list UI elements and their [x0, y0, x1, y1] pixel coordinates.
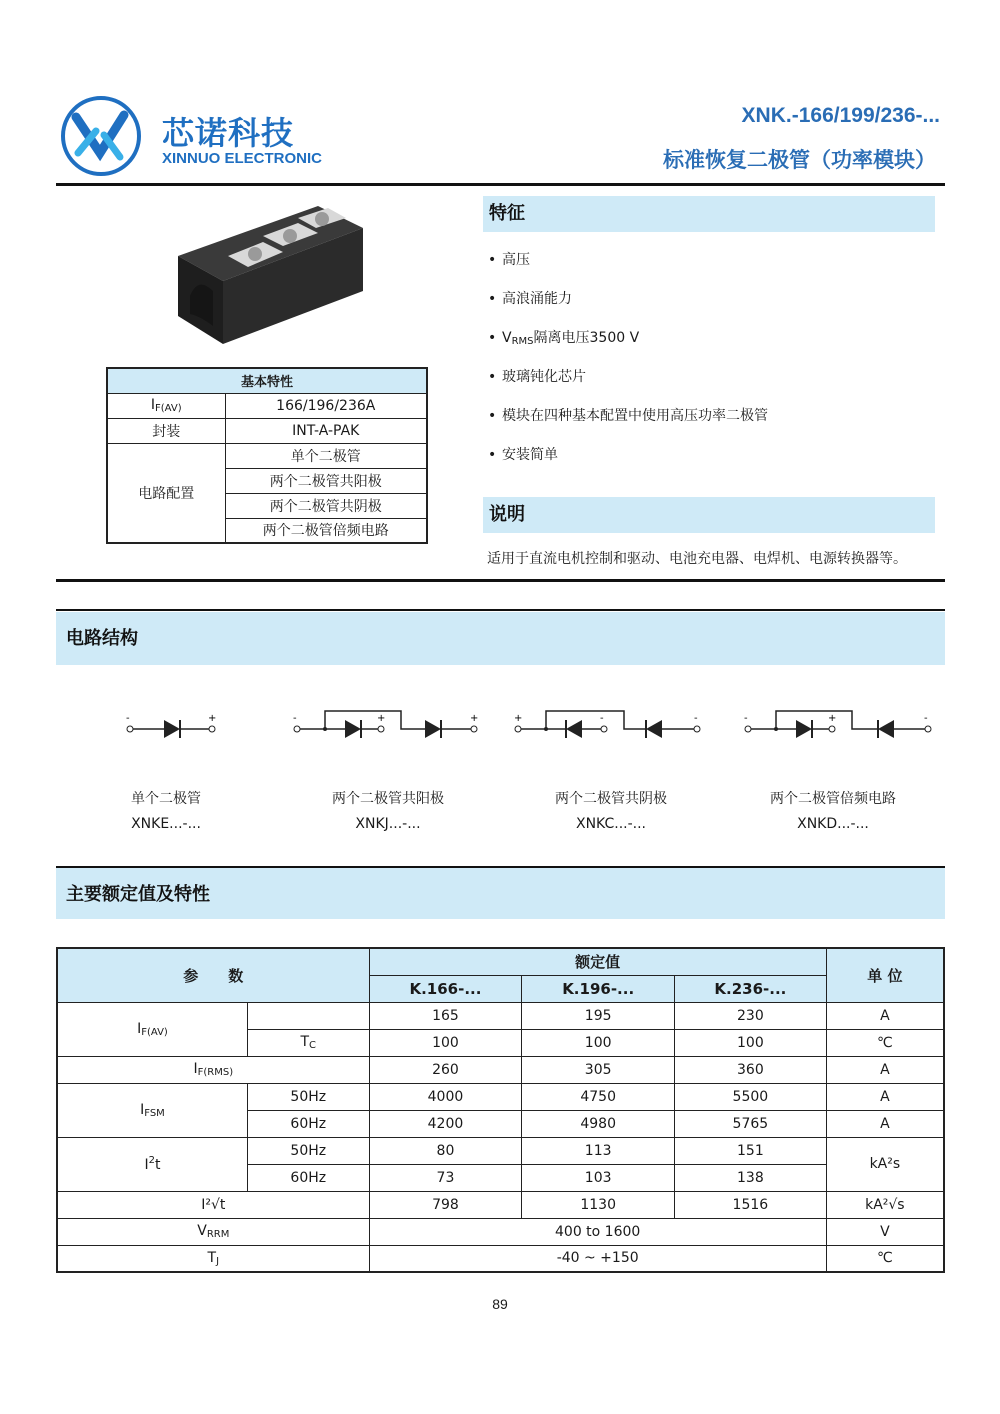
single-diode-diagram — [110, 705, 230, 745]
common-anode-diagram — [285, 705, 485, 745]
model-header: K.236-... — [675, 975, 827, 1002]
list-item: • 高压 — [488, 252, 530, 268]
ratings-heading: 主要额定值及特性 — [56, 866, 945, 919]
list-item: • 安装简单 — [488, 447, 558, 463]
company-logo — [60, 95, 142, 177]
table-row: $I_{FSM}$ 50Hz 4000 4750 5500 A — [57, 1083, 944, 1110]
model-header: K.166-... — [369, 975, 522, 1002]
config-value: 两个二极管倍频电路 — [225, 518, 427, 543]
svg-text:+: + — [470, 713, 479, 724]
circuit-code: XNKD...-... — [797, 816, 869, 832]
table-row: $T_C$ 100 100 100 ℃ — [57, 1029, 944, 1056]
circuit-name: 两个二极管共阴极 — [555, 791, 667, 807]
param-symbol: $I^2t$ — [57, 1137, 247, 1191]
param-header: 参 数 — [57, 948, 369, 1002]
table-row: I²√t 798 1130 1516 kA²√s — [57, 1191, 944, 1218]
features-list — [488, 250, 768, 484]
divider — [56, 183, 945, 186]
svg-text:+: + — [828, 713, 837, 724]
config-value: 单个二极管 — [225, 443, 427, 468]
svg-text:-: - — [694, 713, 698, 724]
list-item: • $V_{RMS}$隔离电压3500 V — [488, 330, 640, 347]
param-symbol: $I_{F(AV)}$ — [57, 1002, 247, 1056]
circuit-name: 两个二极管倍频电路 — [770, 791, 896, 807]
description-heading: 说明 — [483, 497, 935, 533]
table-row: $I_{F(AV)}$ 165 195 230 A — [57, 1002, 944, 1029]
if-value: 166/196/236A — [225, 393, 427, 418]
description-text: 适用于直流电机控制和驱动、电池充电器、电焊机、电源转换器等。 — [487, 551, 907, 567]
rated-header: 额定值 — [369, 948, 826, 975]
table-row: $T_J$ -40 ~ +150 ℃ — [57, 1245, 944, 1272]
svg-text:+: + — [514, 713, 523, 724]
if-label: $I_{F(AV)}$ — [107, 393, 225, 418]
common-cathode-diagram — [508, 705, 708, 745]
svg-text:-: - — [293, 713, 297, 724]
basic-table-title: 基本特性 — [107, 368, 427, 393]
product-subtitle: 标准恢复二极管（功率模块） — [663, 148, 936, 172]
param-condition: $T_C$ — [247, 1029, 369, 1056]
svg-text:-: - — [924, 713, 928, 724]
svg-text:-: - — [744, 713, 748, 724]
brand-name-en: XINNUO ELECTRONIC — [162, 150, 323, 167]
svg-text:-: - — [126, 713, 130, 724]
param-symbol: $V_{RRM}$ — [57, 1218, 369, 1245]
config-value: 两个二极管共阴极 — [225, 493, 427, 518]
param-symbol: $I_{F(RMS)}$ — [57, 1056, 369, 1083]
circuit-code: XNKE...-... — [131, 816, 201, 832]
ratings-table — [56, 947, 945, 1273]
list-item: • 模块在四种基本配置中使用高压功率二极管 — [488, 408, 768, 424]
unit-header: 单 位 — [826, 948, 944, 1002]
divider — [56, 579, 945, 582]
page-number: 89 — [492, 1296, 508, 1312]
table-row: 60Hz 73 103 138 — [57, 1164, 944, 1191]
brand-name-cn: 芯诺科技 — [162, 114, 295, 152]
model-header: K.196-... — [522, 975, 675, 1002]
table-row: $I^2t$ 50Hz 80 113 151 kA²s — [57, 1137, 944, 1164]
circuit-heading: 电路结构 — [56, 612, 945, 665]
features-heading: 特征 — [483, 196, 935, 232]
table-row: $I_{F(RMS)}$ 260 305 360 A — [57, 1056, 944, 1083]
package-label: 封装 — [107, 418, 225, 443]
divider — [56, 609, 945, 611]
svg-text:+: + — [377, 713, 386, 724]
svg-text:+: + — [208, 713, 217, 724]
circuit-code: XNKC...-... — [575, 816, 646, 832]
param-symbol: $T_J$ — [57, 1245, 369, 1272]
basic-properties-table — [106, 367, 428, 544]
package-value: INT-A-PAK — [225, 418, 427, 443]
param-symbol: $I_{FSM}$ — [57, 1083, 247, 1137]
circuit-name: 两个二极管共阳极 — [332, 791, 444, 807]
model-title: XNK.-166/199/236-... — [741, 104, 940, 127]
config-label: 电路配置 — [107, 443, 225, 543]
list-item: • 玻璃钝化芯片 — [488, 369, 586, 385]
table-row: 60Hz 4200 4980 5765 A — [57, 1110, 944, 1137]
product-image — [168, 196, 368, 348]
circuit-code: XNKJ...-... — [355, 816, 421, 832]
circuit-name: 单个二极管 — [131, 791, 201, 807]
list-item: • 高浪涌能力 — [488, 291, 572, 307]
svg-text:-: - — [600, 713, 604, 724]
config-value: 两个二极管共阳极 — [225, 468, 427, 493]
table-row: $V_{RRM}$ 400 to 1600 V — [57, 1218, 944, 1245]
doubler-diagram — [738, 705, 938, 745]
